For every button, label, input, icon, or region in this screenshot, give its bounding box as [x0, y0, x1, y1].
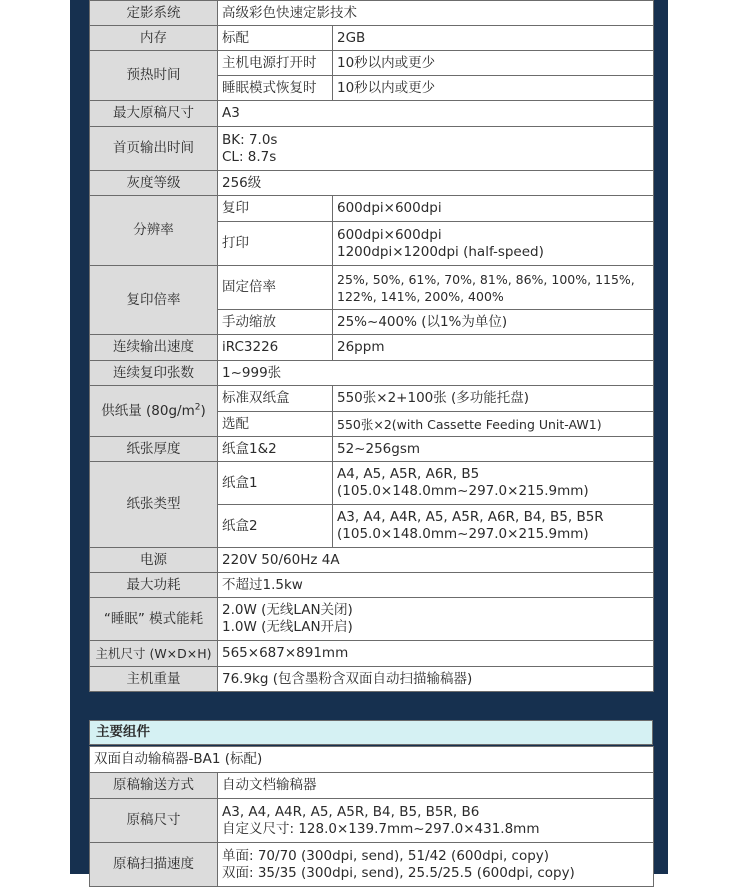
- row-sublabel: 纸盒2: [218, 505, 333, 548]
- table-row: [90, 335, 654, 361]
- row-value: [218, 843, 654, 887]
- row-value: [218, 799, 654, 843]
- value-line: A3, A4, A4R, A5, A5R, A6R, B4, B5, B5R: [337, 509, 604, 525]
- row-label: 主机尺寸 (W×D×H): [90, 641, 218, 667]
- row-label: 最大功耗: [90, 573, 218, 598]
- row-label: 最大原稿尺寸: [90, 101, 218, 127]
- value-line: (105.0×148.0mm~297.0×215.9mm): [337, 526, 589, 542]
- row-sublabel: 打印: [218, 222, 333, 266]
- row-value: 10秒以内或更少: [333, 76, 654, 101]
- row-label: 纸张类型: [90, 462, 218, 548]
- value-line: 600dpi×600dpi: [337, 226, 442, 243]
- row-label: 定影系统: [90, 1, 218, 26]
- row-value: 52~256gsm: [333, 437, 654, 462]
- row-label: [90, 386, 218, 437]
- table-row: [90, 196, 654, 222]
- value-line: 2.0W (无线LAN关闭): [222, 602, 353, 618]
- row-value: 550张×2+100张 (多功能托盘): [333, 386, 654, 412]
- table-row: [90, 437, 654, 462]
- value-line: 25%, 50%, 61%, 70%, 81%, 86%, 100%, 115%,: [337, 271, 635, 287]
- row-value: 26ppm: [333, 335, 654, 361]
- table-row: [90, 26, 654, 51]
- value-line: A4, A5, A5R, A6R, B5: [337, 466, 480, 482]
- row-value: [218, 598, 654, 641]
- value-line: (105.0×148.0mm~297.0×215.9mm): [337, 483, 589, 499]
- value-line: CL: 8.7s: [222, 148, 277, 165]
- row-label: 电源: [90, 548, 218, 573]
- table-row: [90, 51, 654, 76]
- row-sublabel: 纸盒1&2: [218, 437, 333, 462]
- row-sublabel: 睡眠模式恢复时: [218, 76, 333, 101]
- value-line: BK: 7.0s: [222, 131, 278, 148]
- row-label: 预热时间: [90, 51, 218, 101]
- value-line: A3, A4, A4R, A5, A5R, B4, B5, B5R, B6: [222, 803, 480, 820]
- row-label: 原稿扫描速度: [90, 843, 218, 887]
- value-line: 1.0W (无线LAN开启): [222, 619, 353, 635]
- table-row: [90, 667, 654, 692]
- row-label: 首页输出时间: [90, 127, 218, 171]
- section-header: 主要组件: [89, 720, 653, 745]
- table-row: [90, 799, 654, 843]
- spec-table: [89, 0, 654, 692]
- row-sublabel: 标配: [218, 26, 333, 51]
- row-value: [333, 222, 654, 266]
- table-row: [90, 773, 654, 799]
- table-row: [90, 101, 654, 127]
- row-value: 10秒以内或更少: [333, 51, 654, 76]
- table-row: [90, 641, 654, 667]
- row-value: 220V 50/60Hz 4A: [218, 548, 654, 573]
- row-value: 2GB: [333, 26, 654, 51]
- row-label: 原稿输送方式: [90, 773, 218, 799]
- row-label: 纸张厚度: [90, 437, 218, 462]
- row-label: 分辨率: [90, 196, 218, 266]
- table-row: [90, 747, 654, 773]
- row-label: 内存: [90, 26, 218, 51]
- label-superscript: 2: [194, 402, 201, 412]
- row-value: 高级彩色快速定影技术: [218, 1, 654, 26]
- row-sublabel: 手动缩放: [218, 310, 333, 335]
- row-label: “睡眠” 模式能耗: [90, 598, 218, 641]
- row-label: 主机重量: [90, 667, 218, 692]
- row-value: 256级: [218, 171, 654, 196]
- feeder-title: 双面自动输稿器-BA1 (标配): [90, 747, 654, 773]
- row-value: [333, 462, 654, 505]
- table-row: [90, 843, 654, 887]
- row-sublabel: iRC3226: [218, 335, 333, 361]
- row-value: 600dpi×600dpi: [333, 196, 654, 222]
- row-value: 565×687×891mm: [218, 641, 654, 667]
- value-line: 双面: 35/35 (300dpi, send), 25.5/25.5 (600dpi, copy): [222, 864, 575, 881]
- table-row: [90, 171, 654, 196]
- row-label: 连续输出速度: [90, 335, 218, 361]
- table-row: [90, 548, 654, 573]
- value-line: 自定义尺寸: 128.0×139.7mm~297.0×431.8mm: [222, 820, 540, 837]
- row-label: 连续复印张数: [90, 361, 218, 386]
- table-row: [90, 361, 654, 386]
- table-row: [90, 266, 654, 310]
- value-line: 1200dpi×1200dpi (half-speed): [337, 243, 544, 260]
- table-row: [90, 1, 654, 26]
- row-value: 550张×2(with Cassette Feeding Unit-AW1): [333, 412, 654, 437]
- value-line: 122%, 141%, 200%, 400%: [337, 288, 504, 304]
- row-sublabel: 复印: [218, 196, 333, 222]
- row-label: 原稿尺寸: [90, 799, 218, 843]
- row-sublabel: 选配: [218, 412, 333, 437]
- row-value: [333, 266, 654, 310]
- label-text: 供纸量 (80g/m: [101, 402, 195, 419]
- label-text-end: ): [200, 402, 206, 419]
- table-row: [90, 598, 654, 641]
- row-value: 1~999张: [218, 361, 654, 386]
- table-row: [90, 573, 654, 598]
- row-value: [333, 505, 654, 548]
- table-row: [90, 462, 654, 505]
- row-sublabel: 标准双纸盒: [218, 386, 333, 412]
- row-value: 25%~400% (以1%为单位): [333, 310, 654, 335]
- row-label: 复印倍率: [90, 266, 218, 335]
- row-sublabel: 主机电源打开时: [218, 51, 333, 76]
- table-row: [90, 386, 654, 412]
- row-value: 自动文档输稿器: [218, 773, 654, 799]
- row-sublabel: 纸盒1: [218, 462, 333, 505]
- row-value: [218, 127, 654, 171]
- table-row: [90, 127, 654, 171]
- components-table: [89, 746, 654, 887]
- row-value: 76.9kg (包含墨粉含双面自动扫描输稿器): [218, 667, 654, 692]
- row-sublabel: 固定倍率: [218, 266, 333, 310]
- row-value: 不超过1.5kw: [218, 573, 654, 598]
- row-value: A3: [218, 101, 654, 127]
- row-label: 灰度等级: [90, 171, 218, 196]
- value-line: 单面: 70/70 (300dpi, send), 51/42 (600dpi, copy): [222, 847, 550, 864]
